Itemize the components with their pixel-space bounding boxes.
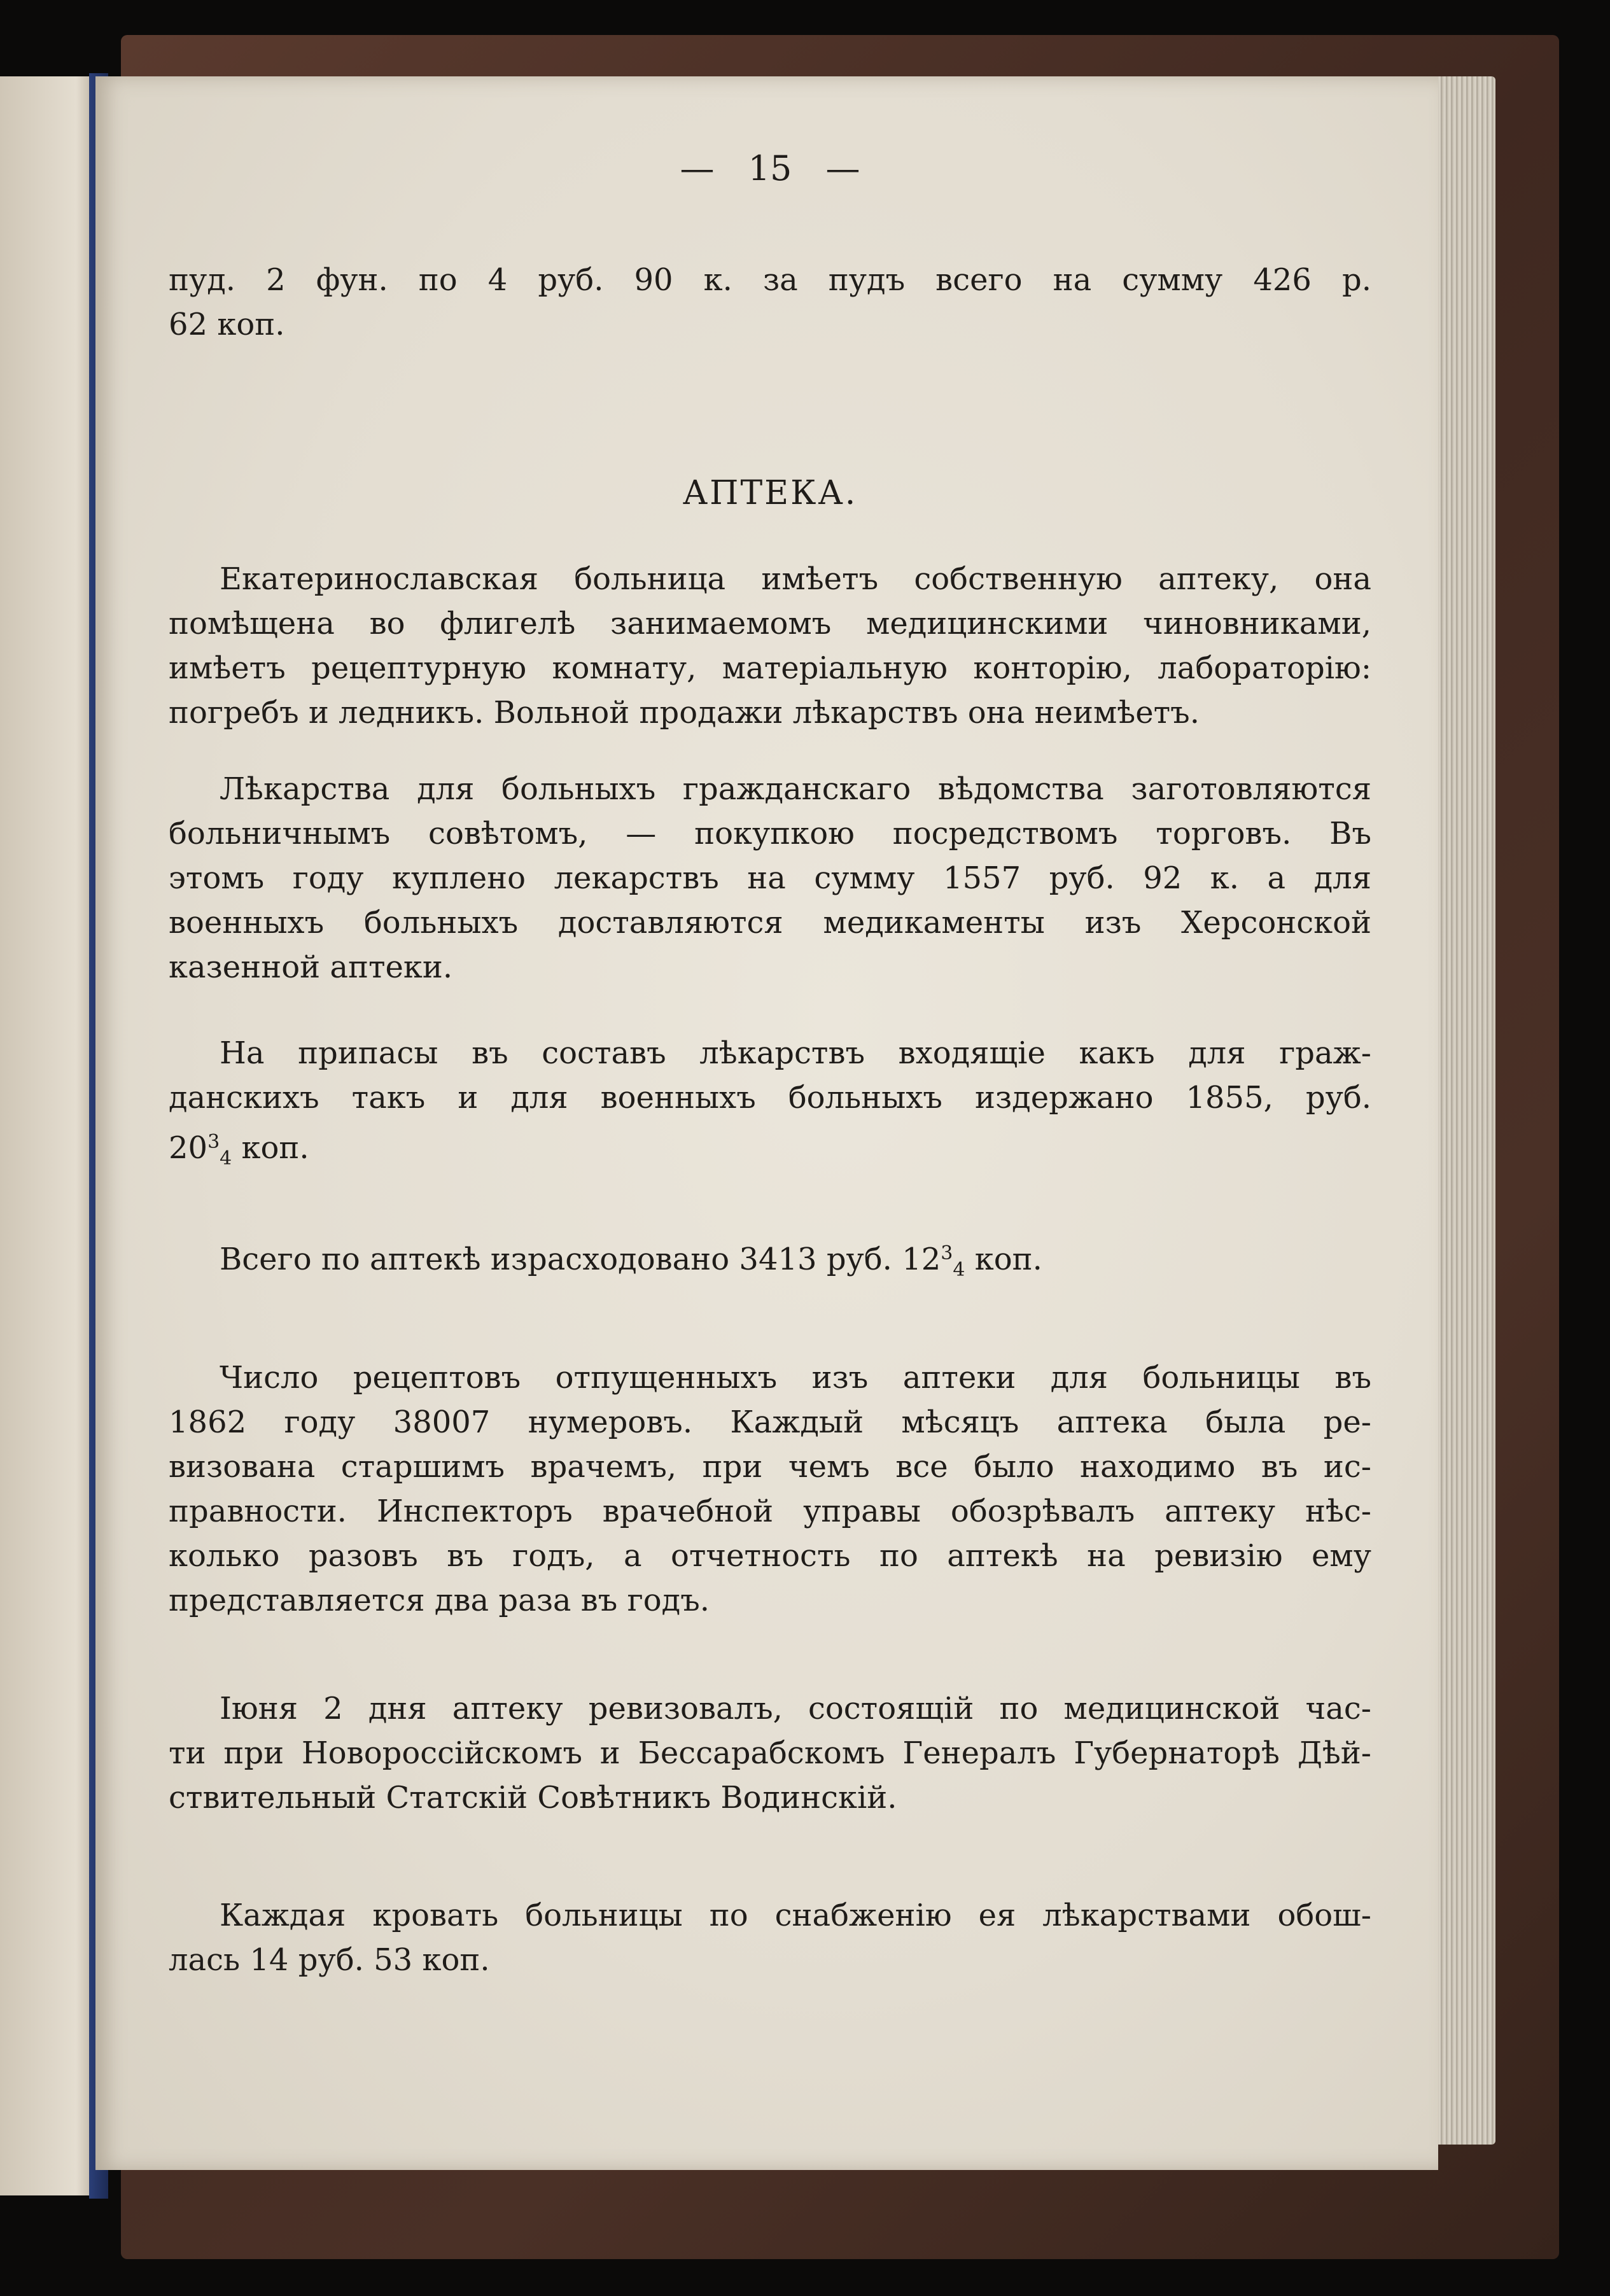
paragraph-4 <box>169 1231 1371 1292</box>
text-line: Каждая кровать больницы по снабженію ея лѣкарствами обош- <box>220 1898 1371 1933</box>
text-line: ствительный Статскій Совѣтникъ Водинскій. <box>169 1780 897 1816</box>
text-fragment: Всего по аптекѣ израсходовано 3413 руб. 12 <box>220 1242 941 1277</box>
text-line: данскихъ такъ и для военныхъ больныхъ издержано 1855, руб. <box>169 1080 1371 1116</box>
text-line: казенной аптеки. <box>169 949 453 985</box>
text-line: имѣетъ рецептурную комнату, матеріальную конторію, лабораторію: <box>169 650 1371 686</box>
paragraph-1 <box>169 557 1371 735</box>
paragraph-5 <box>169 1355 1371 1623</box>
paragraph-2 <box>169 767 1371 990</box>
paragraph-7 <box>169 1893 1371 1982</box>
text-line <box>169 1120 1371 1181</box>
text-line: военныхъ больныхъ доставляются медикаменты изъ Херсонской <box>169 905 1371 941</box>
text-line <box>169 1231 1371 1292</box>
left-page-edge <box>0 76 95 2195</box>
carryover-paragraph <box>169 258 1371 347</box>
section-heading: АПТЕКА. <box>682 474 858 512</box>
text-line: больничнымъ совѣтомъ, — покупкою посредствомъ торговъ. Въ <box>169 816 1371 851</box>
paragraph-6 <box>169 1686 1371 1820</box>
text-line: пуд. 2 фун. по 4 руб. 90 к. за пудъ всего на сумму 426 р. <box>169 262 1371 298</box>
text-line: колько разовъ въ годъ, а отчетность по аптекѣ на ревизію ему <box>169 1538 1371 1574</box>
text-line: визована старшимъ врачемъ, при чемъ все было находимо въ ис- <box>169 1449 1371 1485</box>
text-line: 1862 году 38007 нумеровъ. Каждый мѣсяцъ аптека была ре- <box>169 1404 1371 1440</box>
text-line: этомъ году куплено лекарствъ на сумму 1557 руб. 92 к. а для <box>169 860 1371 896</box>
fraction-denominator: 4 <box>220 1147 232 1170</box>
fraction-denominator: 4 <box>953 1259 965 1281</box>
text-line: На припасы въ составъ лѣкарствъ входящіе какъ для граж- <box>220 1035 1371 1071</box>
text-fragment: коп. <box>965 1242 1042 1277</box>
text-line: лась 14 руб. 53 коп. <box>169 1942 490 1978</box>
page-number-value: 15 <box>748 148 792 188</box>
text-line: Екатеринославская больница имѣетъ собственную аптеку, она <box>220 561 1371 597</box>
text-line: Іюня 2 дня аптеку ревизовалъ, состоящій по медицинской час- <box>220 1691 1371 1726</box>
fraction-whole: 20 <box>169 1130 208 1166</box>
book-page <box>95 76 1438 2170</box>
page-number <box>169 146 1371 191</box>
page-number-dash-left: — <box>680 148 715 188</box>
text-line: погребъ и ледникъ. Вольной продажи лѣкарствъ она неимѣетъ. <box>169 695 1200 731</box>
text-line: помѣщена во флигелѣ занимаемомъ медицинскими чиновниками, <box>169 606 1371 641</box>
paragraph-3 <box>169 1031 1371 1181</box>
fraction-numerator: 3 <box>941 1242 953 1264</box>
page-number-dash-right: — <box>825 148 860 188</box>
text-line: ти при Новороссійскомъ и Бессарабскомъ Генералъ Губернаторѣ Дѣй- <box>169 1735 1371 1771</box>
text-line: 62 коп. <box>169 307 285 342</box>
text-line: представляется два раза въ годъ. <box>169 1583 710 1618</box>
text-line: Лѣкарства для больныхъ гражданскаго вѣдомства заготовляются <box>220 771 1371 807</box>
text-fragment: коп. <box>232 1130 309 1166</box>
fraction-numerator: 3 <box>207 1131 220 1153</box>
text-line: Число рецептовъ отпущенныхъ изъ аптеки для больницы въ <box>220 1360 1371 1396</box>
text-line: правности. Инспекторъ врачебной управы обозрѣвалъ аптеку нѣс- <box>169 1494 1371 1529</box>
